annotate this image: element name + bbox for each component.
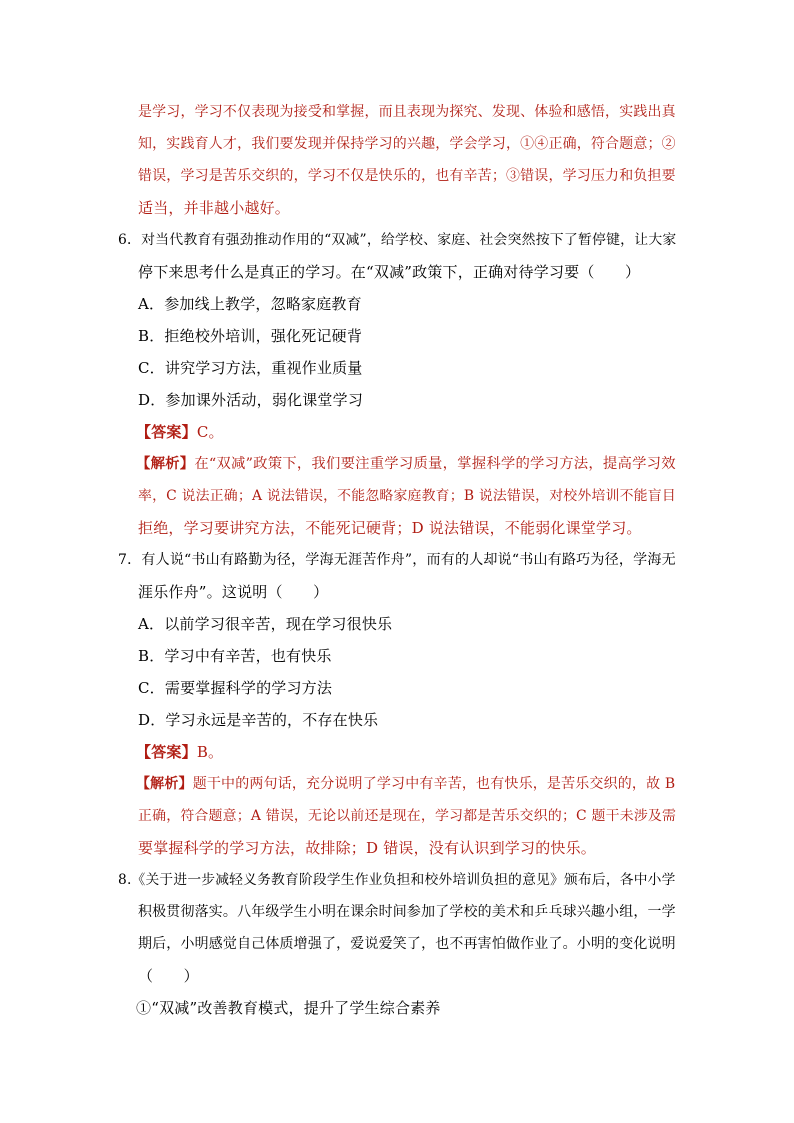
q8-stem-line-3: 期后，小明感觉自己体质增强了，爱说爱笑了，也不再害怕做作业了。小明的变化说明 [138,936,676,952]
q7-analysis-line-2: 正确，符合题意；A 错误，无论以前还是现在，学习都是苦乐交织的；C 题干未涉及需 [138,808,677,824]
q7-answer [136,742,223,762]
q6-option-b: B．拒绝校外培训，强化死记硬背 [138,327,363,345]
q8-stem-line-1: 8.《关于进一步减轻义务教育阶段学生作业负担和校外培训负担的意见》颁布后，各中小学 [118,872,676,888]
q7-option-d: D．学习永远是辛苦的，不存在快乐 [138,711,379,729]
q6-stem-line-2: 停下来思考什么是真正的学习。在“双减”政策下，正确对待学习要（ ） [138,263,641,281]
q8-stem-line-4: （ ） [138,967,199,985]
q7-answer-tag: 【答案】 [136,743,197,761]
q6-answer-tag: 【答案】 [136,423,197,441]
q7-stem-line-2: 涯乐作舟”。这说明（ ） [138,583,329,601]
q7-analysis-text-1: 题干中的两句话，充分说明了学习中有辛苦，也有快乐，是苦乐交织的，故 B [192,776,676,792]
prev-explanation-line-2: 知，实践育人才，我们要发现并保持学习的兴趣，学会学习，①④正确，符合题意；② [138,136,676,152]
q6-answer [136,422,224,442]
q6-answer-value: C。 [196,423,224,441]
q7-option-a: A．以前学习很辛苦，现在学习很快乐 [138,615,393,633]
q7-analysis-line-3: 要掌握科学的学习方法，故排除；D 错误，没有认识到学习的快乐。 [138,839,596,857]
q7-option-c: C．需要掌握科学的学习方法 [138,679,333,697]
q6-analysis-line-3: 拒绝，学习要讲究方法，不能死记硬背；D 说法错误，不能弱化课堂学习。 [138,519,642,537]
q7-stem-line-1: 7．有人说“书山有路勤为径，学海无涯苦作舟”，而有的人却说“书山有路巧为径，学海无 [118,552,676,568]
prev-explanation-line-1: 是学习，学习不仅表现为接受和掌握，而且表现为探究、发现、体验和感悟，实践出真 [138,104,676,120]
q6-option-d: D．参加课外活动，弱化课堂学习 [138,391,364,409]
q6-analysis-line-1 [136,454,676,474]
q6-analysis-tag: 【解析】 [136,455,195,472]
q8-stem-line-2: 积极贯彻落实。八年级学生小明在课余时间参加了学校的美术和乒乓球兴趣小组，一学 [138,904,676,920]
prev-explanation-line-3: 错误，学习是苦乐交织的，学习不仅是快乐的，也有辛苦；③错误，学习压力和负担要 [138,168,676,184]
q7-analysis-tag: 【解析】 [136,776,193,792]
q6-analysis-text-1: 在“双减”政策下，我们要注重学习质量，掌握科学的学习方法，提高学习效 [194,456,676,472]
prev-explanation-line-4: 适当，并非越小越好。 [138,199,291,217]
q6-analysis-line-2: 率，C 说法正确；A 说法错误，不能忽略家庭教育；B 说法错误，对校外培训不能盲目 [138,488,676,504]
q7-analysis-line-1 [136,774,675,794]
q7-option-b: B．学习中有辛苦，也有快乐 [138,647,332,665]
q8-option-1: ①“双减”改善教育模式，提升了学生综合素养 [136,999,441,1017]
q6-option-c: C．讲究学习方法，重视作业质量 [138,359,363,377]
q6-option-a: A．参加线上教学，忽略家庭教育 [138,295,362,313]
q6-stem-line-1: 6．对当代教育有强劲推动作用的“双减”，给学校、家庭、社会突然按下了暂停键，让大家 [118,232,677,248]
q7-answer-value: B。 [196,743,224,761]
